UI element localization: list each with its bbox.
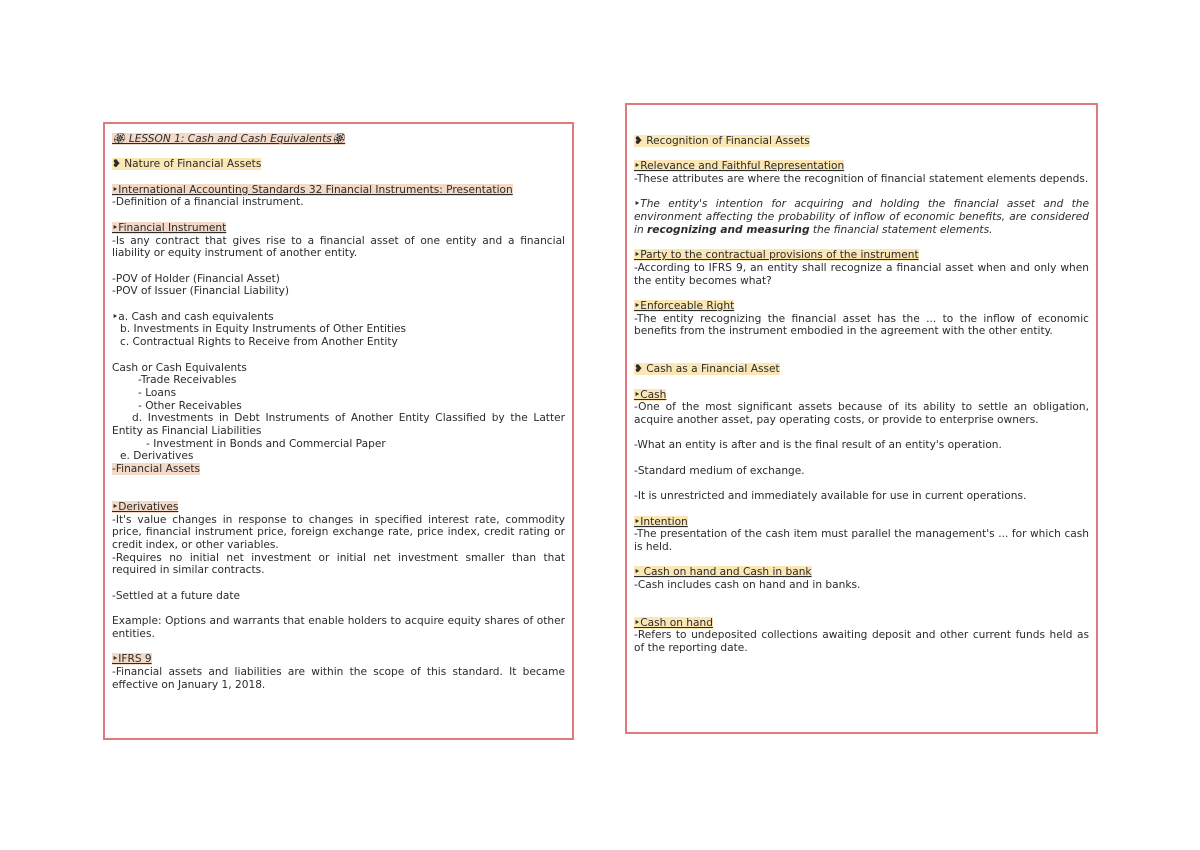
- relevance-text: -These attributes are where the recognition of financial statement elements depends.: [634, 173, 1089, 186]
- cash-on-hand-bank-text: -Cash includes cash on hand and in banks.: [634, 579, 861, 592]
- derivatives-text-2: -Requires no initial net investment or initial net investment smaller than that required in similar contracts.: [112, 551, 565, 577]
- derivatives-text-1: -It's value changes in response to changes in specified interest rate, commodity price, financial instrument price, foreign exchange rate, price index, credit rating or credit index, or other variables.: [112, 513, 565, 551]
- ias-text: -Definition of a financial instrument.: [112, 196, 304, 209]
- financial-assets-label: -Financial Assets: [112, 463, 201, 476]
- enforceable-heading: ‣Enforceable Right: [634, 300, 735, 313]
- right-notes-panel: [625, 103, 1098, 734]
- cce-item-2: - Loans: [138, 386, 177, 399]
- recognition-heading: ❥ Recognition of Financial Assets: [634, 135, 810, 147]
- cash-on-hand-heading: ‣Cash on hand: [634, 616, 713, 629]
- left-notes-panel: [103, 122, 574, 740]
- party-heading: ‣Party to the contractual provisions of the instrument: [634, 249, 919, 262]
- relevance-heading: ‣Relevance and Faithful Representation: [634, 160, 845, 173]
- nature-heading: ❥ Nature of Financial Assets: [112, 158, 262, 171]
- cash-heading: ‣Cash: [634, 388, 667, 401]
- cce-item-1: -Trade Receivables: [138, 374, 237, 387]
- list-item-e: e. Derivatives: [120, 450, 194, 463]
- list-item-b: b. Investments in Equity Instruments of Other Entities: [120, 323, 407, 336]
- intention-text: -The presentation of the cash item must parallel the management's ... for which cash is held.: [634, 528, 1089, 553]
- example-text: Example: Options and warrants that enable holders to acquire equity shares of other entities.: [112, 615, 565, 640]
- cash-on-hand-bank-heading: ‣ Cash on hand and Cash in bank: [634, 566, 812, 579]
- list-item-d: d. Investments in Debt Instruments of Another Entity Classified by the Latter Entity as Financial Liabilities: [112, 412, 565, 438]
- list-item-c: c. Contractual Rights to Receive from Another Entity: [120, 336, 398, 349]
- fi-text: -Is any contract that gives rise to a financial asset of one entity and a financial liability or equity instrument of another entity.: [112, 234, 565, 260]
- lesson-title: 🏵 LESSON 1: Cash and Cash Equivalents🏵: [112, 133, 346, 145]
- intention-heading: ‣Intention: [634, 515, 688, 528]
- cash-text-3: -Standard medium of exchange.: [634, 464, 805, 477]
- derivatives-heading: ‣Derivatives: [112, 500, 179, 513]
- ifrs-heading: ‣IFRS 9: [112, 653, 152, 666]
- derivatives-text-3: -Settled at a future date: [112, 589, 241, 602]
- list-item-d-sub: - Investment in Bonds and Commercial Paper: [146, 437, 386, 450]
- enforceable-text: -The entity recognizing the financial asset has the ... to the inflow of economic benefits from the instrument embodied in the agreement with the other entity.: [634, 312, 1089, 338]
- cash-text-4: -It is unrestricted and immediately available for use in current operations.: [634, 490, 1027, 503]
- fi-heading: ‣Financial Instrument: [112, 221, 227, 234]
- ifrs-text: -Financial assets and liabilities are within the scope of this standard. It became effective on January 1, 2018.: [112, 665, 565, 691]
- cash-on-hand-text: -Refers to undeposited collections awaiting deposit and other current funds held as of the reporting date.: [634, 629, 1089, 655]
- pov-issuer: -POV of Issuer (Financial Liability): [112, 285, 290, 298]
- cash-text-2: -What an entity is after and is the final result of an entity's operation.: [634, 439, 1002, 452]
- cash-text-1: -One of the most significant assets because of its ability to settle an obligation, acquire another asset, pay operating costs, or provide to enterprise owners.: [634, 401, 1089, 426]
- list-item-a: ‣a. Cash and cash equivalents: [112, 310, 274, 323]
- cce-item-3: - Other Receivables: [138, 399, 242, 412]
- intention-paragraph: ‣The entity's intention for acquiring and holding the financial asset and the environment affecting the probability of inflow of economic benefits, are considered in recognizing and measuring the financial statement elements.: [634, 198, 1089, 236]
- ias-heading: ‣International Accounting Standards 32 Financial Instruments: Presentation: [112, 183, 513, 196]
- cce-heading: Cash or Cash Equivalents: [112, 361, 247, 374]
- pov-holder: -POV of Holder (Financial Asset): [112, 272, 280, 285]
- cash-fa-heading: ❥ Cash as a Financial Asset: [634, 363, 780, 376]
- party-text: -According to IFRS 9, an entity shall recognize a financial asset when and only when the entity becomes what?: [634, 261, 1089, 287]
